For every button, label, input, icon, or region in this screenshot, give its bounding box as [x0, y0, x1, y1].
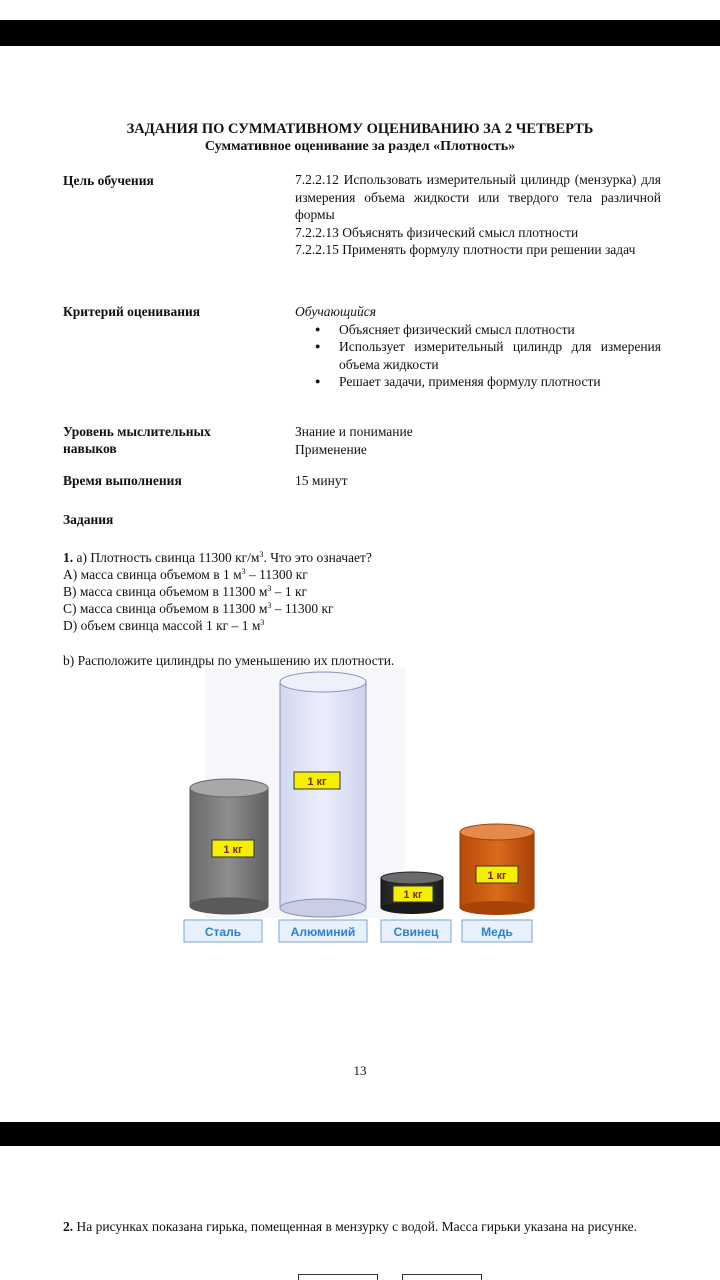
label-aluminium-text: Алюминий: [290, 925, 356, 939]
question-text: a) Плотность свинца 11300 кг/м: [76, 550, 260, 565]
label-steel-text: Сталь: [204, 925, 242, 939]
figure-edge: [402, 1274, 482, 1280]
weight-tag-label: 1 кг: [307, 776, 327, 788]
document-subtitle: Суммативное оценивание за раздел «Плотность»: [204, 139, 516, 154]
page-number: 13: [353, 1063, 367, 1078]
cylinder-copper: [460, 824, 534, 915]
level-value: [295, 423, 661, 458]
criteria-list: [295, 321, 661, 391]
goal-label: Цель обучения: [63, 173, 154, 188]
question-2: [63, 1218, 663, 1236]
cylinder-aluminium: [280, 672, 366, 917]
question-1b: b) Расположите цилиндры по уменьшению их плотности.: [63, 653, 395, 668]
criteria-value: [295, 303, 661, 391]
weight-tag-label: 1 кг: [403, 889, 423, 901]
cylinders-figure: [180, 668, 540, 950]
option-text-end: – 11300 кг: [245, 567, 308, 582]
question-text: На рисунках показана гирька, помещенная в мензурку с водой. Масса гирьки указана на рисунке.: [76, 1219, 637, 1234]
superscript: 3: [267, 584, 272, 593]
level-label-line: Уровень мыслительных: [63, 424, 211, 439]
level-line: Знание и понимание: [295, 424, 413, 439]
level-line: Применение: [295, 441, 367, 457]
label-steel: [184, 920, 262, 942]
weight-tag-label: 1 кг: [223, 844, 243, 856]
top-black-bar: [0, 20, 720, 46]
option-text: B) масса свинца объемом в 11300 м: [63, 584, 268, 599]
tasks-heading: Задания: [63, 512, 114, 527]
question-number: 1.: [63, 550, 74, 565]
goal-value: [295, 171, 661, 259]
page-separator-bar: [0, 1122, 720, 1146]
figure-edge: [298, 1274, 378, 1280]
goal-line: 7.2.2.15 Применять формулу плотности при решении задач: [295, 242, 636, 257]
superscript: 3: [260, 618, 265, 627]
option-text: A) масса свинца объемом в 1 м: [63, 567, 242, 582]
criteria-intro: Обучающийся: [295, 304, 377, 319]
option-text: C) масса свинца объемом в 11300 м: [63, 601, 268, 616]
cylinder-steel: [190, 779, 268, 914]
level-label: [63, 423, 211, 457]
level-label-line: навыков: [63, 441, 117, 456]
criteria-label: Критерий оценивания: [63, 304, 201, 319]
goal-line: 7.2.2.12 Использовать измерительный цилиндр (мензурка) для измерения объема жидкости или твердого тела различной формы: [295, 172, 661, 222]
time-label: Время выполнения: [63, 473, 182, 488]
criteria-item: ● Объясняет физический смысл плотности: [315, 321, 661, 339]
weight-tag-label: 1 кг: [487, 870, 507, 882]
document-page: [0, 46, 720, 1122]
superscript: 3: [267, 601, 272, 610]
criteria-item: ● Использует измерительный цилиндр для измерения объема жидкости: [315, 338, 661, 373]
option-d: [63, 614, 264, 634]
question-text-end: . Что это означает?: [263, 550, 372, 565]
label-copper-text: Медь: [481, 925, 513, 939]
superscript: 3: [241, 567, 246, 576]
document-page-2: [0, 1146, 720, 1280]
superscript: 3: [259, 550, 264, 559]
document-title: ЗАДАНИЯ ПО СУММАТИВНОМУ ОЦЕНИВАНИЮ ЗА 2 ЧЕТВЕРТЬ: [126, 121, 594, 137]
cylinder-lead: [381, 872, 443, 914]
option-text-end: – 11300 кг: [271, 601, 334, 616]
option-text-end: – 1 кг: [271, 584, 308, 599]
time-value: 15 минут: [295, 473, 348, 488]
label-copper: [462, 920, 532, 942]
label-aluminium: [279, 920, 367, 942]
criteria-item: ● Решает задачи, применяя формулу плотности: [315, 373, 661, 391]
goal-line: 7.2.2.13 Объяснять физический смысл плотности: [295, 224, 579, 240]
question-number: 2.: [63, 1219, 74, 1234]
option-text: D) объем свинца массой 1 кг – 1 м: [63, 618, 261, 633]
label-lead: [381, 920, 451, 942]
label-lead-text: Свинец: [393, 925, 439, 939]
cylinders-svg: [180, 668, 540, 950]
